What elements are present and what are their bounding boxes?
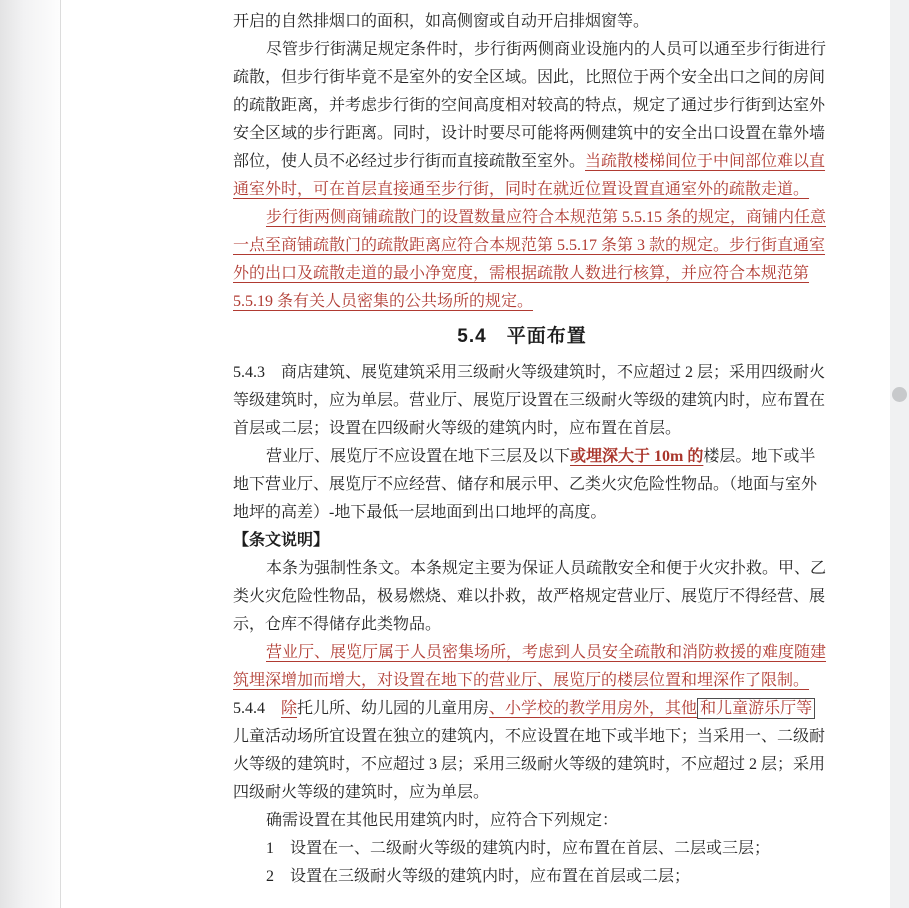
text-segment: 儿童活动场所宜设置在独立的建筑内，不应设置在地下或半地下；当采用一、二级耐	[233, 728, 826, 745]
text-line	[233, 471, 818, 499]
text-segment: 地下营业厅、展览厅不应经营、储存和展示甲、乙类火灾危险性物品。（地面与室外	[233, 476, 818, 493]
section-heading	[233, 321, 811, 353]
text-segment: 尽管步行街满足规定条件时，步行街两侧商业设施内的人员可以通至步行街进行	[266, 41, 827, 58]
text-segment: 等级建筑时，应为单层。营业厅、展览厅设置在三级耐火等级的建筑内时，应布置在	[233, 392, 826, 409]
text-line	[233, 232, 826, 260]
text-segment: 托儿所、幼儿园的儿童用房	[297, 700, 490, 717]
document-page	[61, 0, 890, 908]
text-segment: 营业厅、展览厅不应设置在地下三层及以下	[266, 448, 571, 465]
text-segment: 安全区域的步行距离。同时，设计时要尽可能将两侧建筑中的安全出口设置在靠外墙	[233, 125, 826, 142]
text-segment: 的疏散距离，并考虑步行街的空间高度相对较高的特点，规定了通过步行街到达室外	[233, 97, 826, 114]
text-line	[233, 639, 827, 667]
text-segment: 除	[281, 700, 298, 717]
text-segment: 一点至商铺疏散门的疏散距离应符合本规范第 5.5.17 条第 3 款的规定。步行街直通室	[233, 237, 826, 254]
text-segment: 通室外时，可在首层直接通至步行街，同时在就近位置设置直通室外的疏散走道。	[233, 181, 810, 198]
text-segment: 疏散，但步行街毕竟不是室外的安全区域。因此，比照位于两个安全出口之间的房间	[233, 69, 826, 86]
text-segment: 地坪的高差）-地下最低一层地面到出口地坪的高度。	[233, 504, 607, 521]
text-segment: 楼层。地下或半	[703, 448, 816, 465]
text-line	[233, 695, 811, 723]
text-segment: 5.4 平面布置	[457, 326, 587, 347]
text-line	[233, 583, 826, 611]
text-line	[233, 723, 826, 751]
text-segment: 筑埋深增加而增大，对设置在地下的营业厅、展览厅的楼层位置和埋深作了限制。	[233, 672, 810, 689]
text-segment: 和儿童游乐厅等	[697, 698, 815, 719]
text-line	[233, 807, 811, 835]
text-segment: 类火灾危险性物品，极易燃烧、难以扑救，故严格规定营业厅、展览厅不得经营、展	[233, 588, 826, 605]
text-segment: 确需设置在其他民用建筑内时，应符合下列规定：	[266, 812, 619, 829]
text-segment: 部位，使人员不必经过步行街而直接疏散至室外。	[233, 153, 586, 170]
document-text-column	[233, 8, 827, 891]
text-line	[233, 8, 811, 36]
text-line	[233, 288, 811, 316]
text-line	[233, 120, 826, 148]
text-line	[233, 751, 826, 779]
text-segment: 外的出口及疏散走道的最小净宽度，需根据疏散人数进行核算，并应符合本规范第	[233, 265, 810, 282]
text-segment: 本条为强制性条文。本条规定主要为保证人员疏散安全和便于火灾扑救。甲、乙	[266, 560, 827, 577]
text-line	[233, 611, 811, 639]
text-segment: 示，仓库不得储存此类物品。	[233, 616, 442, 633]
text-segment: 当疏散楼梯间位于中间部位难以直	[585, 153, 826, 170]
viewer-background-strip	[890, 0, 909, 908]
text-segment: 首层或二层；设置在四级耐火等级的建筑内时，应布置在首层。	[233, 420, 682, 437]
scrollbar-thumb[interactable]	[892, 387, 907, 402]
text-segment: 1 设置在一、二级耐火等级的建筑内时，应布置在首层、二层或三层；	[266, 840, 771, 857]
text-line	[233, 527, 811, 555]
text-line	[233, 36, 827, 64]
text-line	[233, 148, 826, 176]
text-line	[233, 835, 811, 863]
text-line	[233, 387, 826, 415]
text-segment: 2 设置在三级耐火等级的建筑内时，应布置在首层或二层；	[266, 868, 691, 885]
text-segment: 火等级的建筑时，不应超过 3 层；采用三级耐火等级的建筑时，不应超过 2 层；采用	[233, 756, 826, 773]
page-left-shadow	[0, 0, 61, 908]
text-line	[233, 863, 811, 891]
text-line	[233, 443, 816, 471]
text-line	[233, 204, 827, 232]
text-line	[233, 359, 826, 387]
text-segment: 5.4.3 商店建筑、展览建筑采用三级耐火等级建筑时，不应超过 2 层；采用四级耐火	[233, 364, 826, 381]
text-segment: 5.5.19 条有关人员密集的公共场所的规定。	[233, 293, 534, 310]
text-line	[233, 92, 826, 120]
text-line	[233, 64, 826, 92]
text-line	[233, 499, 811, 527]
text-segment: 营业厅、展览厅属于人员密集场所，考虑到人员安全疏散和消防救援的难度随建	[266, 644, 827, 661]
text-segment: 或埋深大于 10m 的	[570, 448, 704, 465]
text-segment: 四级耐火等级的建筑时，应为单层。	[233, 784, 490, 801]
text-segment: 5.4.4	[233, 700, 282, 717]
text-line	[233, 555, 827, 583]
text-segment: 步行街两侧商铺疏散门的设置数量应符合本规范第 5.5.15 条的规定，商铺内任意	[266, 209, 827, 226]
text-line	[233, 415, 811, 443]
text-line	[233, 176, 811, 204]
text-segment: 开启的自然排烟口的面积，如高侧窗或自动开启排烟窗等。	[233, 13, 650, 30]
text-segment: 【条文说明】	[233, 532, 330, 549]
text-line	[233, 779, 811, 807]
text-line	[233, 667, 811, 695]
text-segment: 、小学校的教学用房外，其他	[489, 700, 698, 717]
text-line	[233, 260, 811, 288]
